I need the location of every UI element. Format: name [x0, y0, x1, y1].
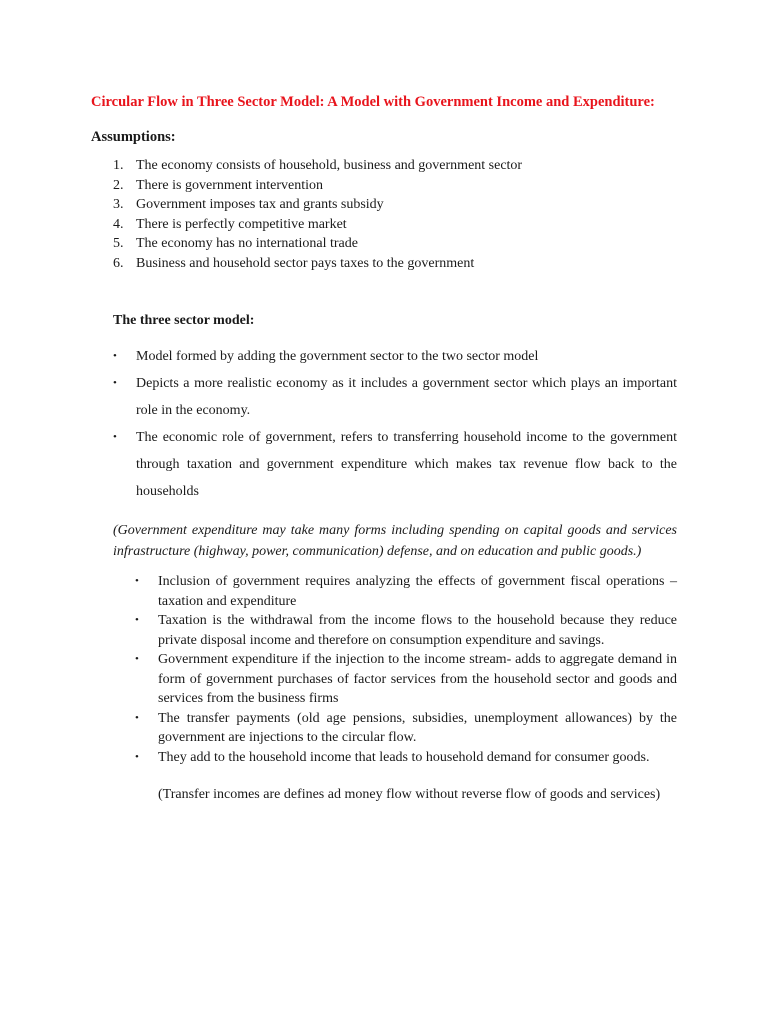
bullet-icon: • [135, 614, 139, 626]
bullet-icon: • [135, 750, 139, 763]
bullet-icon: • [113, 350, 117, 362]
list-item-text: Taxation is the withdrawal from the income flows to the household because they reduce private disposal income and therefore on consumption expenditure and savings. [158, 613, 677, 648]
list-item-text: The economy has no international trade [136, 236, 358, 251]
list-item-text: The economy consists of household, business and government sector [136, 158, 523, 173]
list-number: 1. [113, 158, 124, 173]
list-item [91, 343, 677, 370]
document-page [91, 92, 677, 805]
list-item-text: Government expenditure if the injection to the income stream- adds to aggregate demand in form of government purchases of factor services from the household sector and goods and services from the business firms [158, 652, 677, 706]
list-item [91, 234, 677, 254]
list-item [91, 254, 677, 274]
bullet-icon: • [113, 431, 117, 443]
document-title: Circular Flow in Three Sector Model: A Model with Government Income and Expenditure: [91, 94, 655, 110]
list-item-text: Government imposes tax and grants subsidy [136, 197, 384, 212]
three-sector-list [91, 343, 677, 505]
list-number: 5. [113, 236, 124, 251]
bullet-icon: • [135, 653, 139, 665]
list-item [91, 370, 677, 424]
assumptions-heading: Assumptions: [91, 129, 176, 145]
list-item-text: Model formed by adding the government sector to the two sector model [136, 349, 539, 364]
list-item-text: Inclusion of government requires analyzing the effects of government fiscal operations – taxation and expenditure [158, 574, 677, 609]
expenditure-note: (Government expenditure may take many forms including spending on capital goods and services infrastructure (highway, power, communication) defense, and on education and public goods.) [113, 523, 677, 559]
bullet-icon: • [135, 575, 139, 587]
list-item-text: There is government intervention [136, 177, 323, 193]
bullet-icon: • [113, 377, 117, 389]
list-item [91, 748, 677, 768]
list-number: 4. [113, 216, 124, 232]
government-effects-list [91, 572, 677, 767]
list-number: 3. [113, 197, 124, 212]
list-item [91, 156, 677, 176]
bullet-icon: • [135, 711, 139, 724]
list-item-text: They add to the household income that leads to household demand for consumer goods. [158, 749, 650, 765]
list-item-text: The economic role of government, refers to transferring household income to the government through taxation and government expenditure which makes tax revenue flow back to the households [136, 430, 677, 499]
assumptions-list [91, 156, 677, 273]
list-item-text: The transfer payments (old age pensions, subsidies, unemployment allowances) by the government are injections to the circular flow. [158, 710, 677, 745]
list-item [91, 176, 677, 196]
list-item [91, 572, 677, 611]
list-number: 6. [113, 255, 124, 271]
list-item [91, 195, 677, 215]
list-item [91, 611, 677, 650]
transfer-income-note: (Transfer incomes are defines ad money flow without reverse flow of goods and services) [158, 787, 661, 802]
list-item [91, 650, 677, 709]
list-item-text: There is perfectly competitive market [136, 216, 347, 232]
list-item-text: Business and household sector pays taxes to the government [136, 255, 475, 271]
list-item [91, 215, 677, 235]
list-item-text: Depicts a more realistic economy as it includes a government sector which plays an important role in the economy. [136, 376, 677, 418]
list-number: 2. [113, 177, 124, 193]
list-item [91, 424, 677, 505]
list-item [91, 709, 677, 748]
three-sector-heading: The three sector model: [113, 313, 255, 328]
